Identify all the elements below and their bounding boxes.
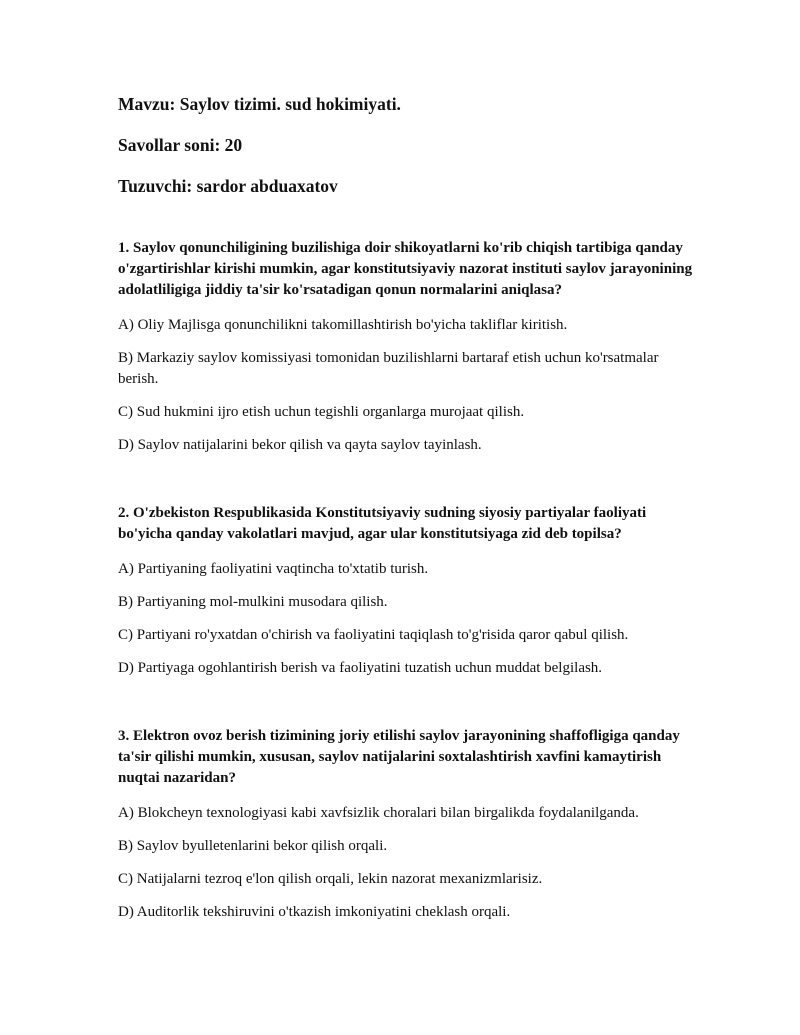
answer-option-d: D) Auditorlik tekshiruvini o'tkazish imkoniyatini cheklash orqali. [118, 904, 511, 920]
document-header [118, 93, 401, 216]
author-line: Tuzuvchi: sardor abduaxatov [118, 176, 338, 196]
answer-option-a: A) Partiyaning faoliyatini vaqtincha to'xtatib turish. [118, 561, 429, 577]
answer-option-b: B) Partiyaning mol-mulkini musodara qilish. [118, 594, 388, 610]
answer-option-d: D) Partiyaga ogohlantirish berish va faoliyatini tuzatish uchun muddat belgilash. [118, 660, 603, 676]
question-3 [118, 726, 698, 935]
answer-option-d: D) Saylov natijalarini bekor qilish va qayta saylov tayinlash. [118, 437, 482, 453]
question-text: 2. O'zbekiston Respublikasida Konstitutsiyaviy sudning siyosiy partiyalar faoliyati bo'yicha qanday vakolatlari mavjud, agar ular konstitutsiyaga zid deb topilsa? [118, 505, 647, 542]
question-count-line: Savollar soni: 20 [118, 135, 243, 155]
answer-option-a: A) Blokcheyn texnologiyasi kabi xavfsizlik choralari bilan birgalikda foydalanilganda. [118, 805, 639, 821]
answer-option-c: C) Partiyani ro'yxatdan o'chirish va faoliyatini taqiqlash to'g'risida qaror qabul qilish. [118, 627, 629, 643]
question-2 [118, 503, 698, 691]
answer-option-c: C) Natijalarni tezroq e'lon qilish orqali, lekin nazorat mexanizmlarisiz. [118, 871, 543, 887]
question-text: 3. Elektron ovoz berish tizimining joriy etilishi saylov jarayonining shaffofligiga qanday ta'sir qilishi mumkin, xususan, saylov natijalarini soxtalashtirish xavfini kamaytirish nuqtai nazaridan? [118, 728, 680, 786]
question-text: 1. Saylov qonunchiligining buzilishiga doir shikoyatlarni ko'rib chiqish tartibiga qanday o'zgartirishlar kirishi mumkin, agar konstitutsiyaviy nazorat instituti saylov jarayonining adolatliligiga jiddiy ta'sir ko'rsatadigan qonun normalarini aniqlasa? [118, 240, 693, 298]
answer-option-b: B) Markaziy saylov komissiyasi tomonidan buzilishlarni bartaraf etish uchun ko'rsatmalar berish. [118, 350, 659, 387]
answer-option-b: B) Saylov byulletenlarini bekor qilish orqali. [118, 838, 388, 854]
topic-line: Mavzu: Saylov tizimi. sud hokimiyati. [118, 94, 401, 114]
answer-option-c: C) Sud hukmini ijro etish uchun tegishli organlarga murojaat qilish. [118, 404, 525, 420]
question-1 [118, 238, 698, 468]
answer-option-a: A) Oliy Majlisga qonunchilikni takomillashtirish bo'yicha takliflar kiritish. [118, 317, 568, 333]
